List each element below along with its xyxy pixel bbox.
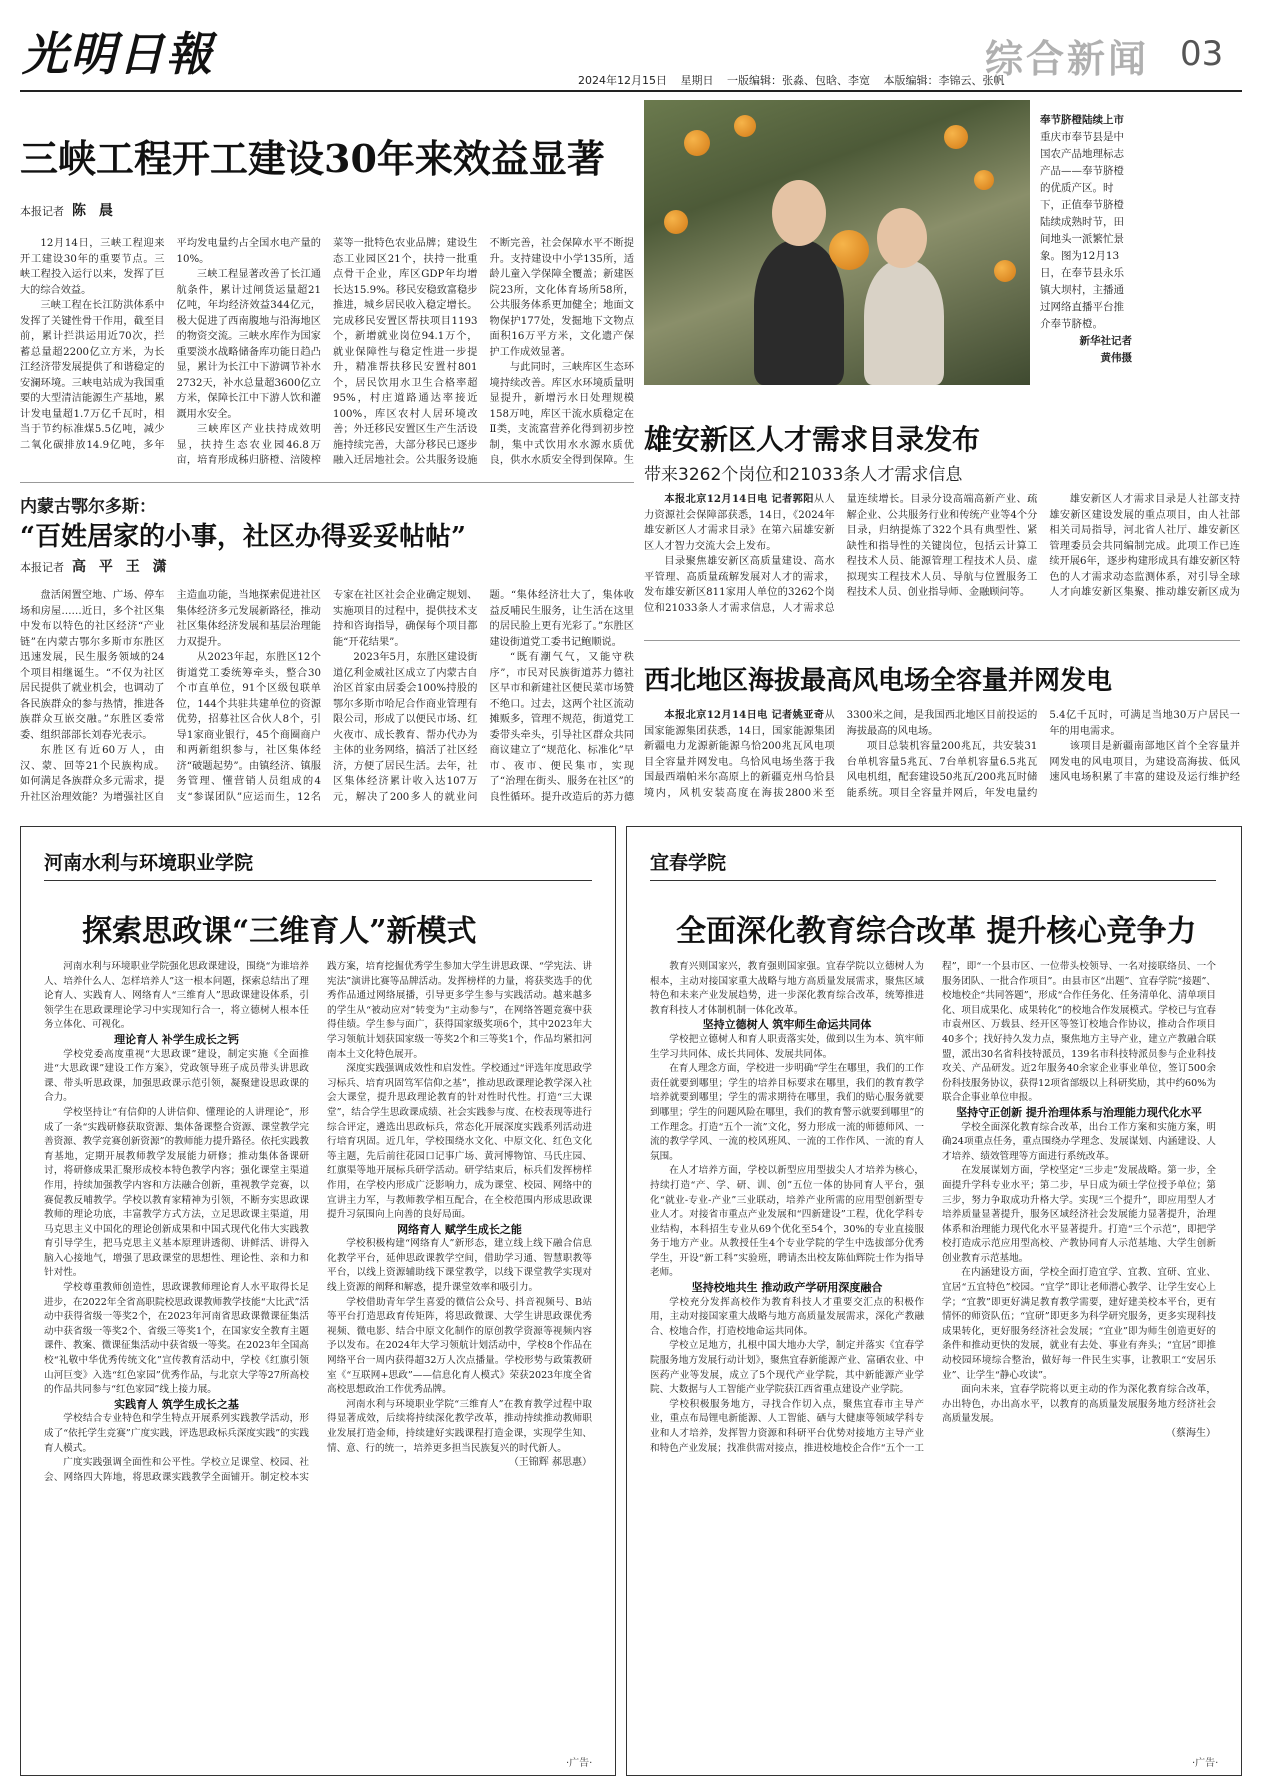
- article1-body: [20, 236, 634, 472]
- dateline: 本报北京12月14日电: [664, 709, 768, 721]
- issue-date: 2024年12月15日: [578, 74, 667, 87]
- photo-credit: [1040, 333, 1132, 367]
- school-name-right: 宜春学院: [650, 852, 727, 874]
- paragraph: 深度实践强调成效性和启发性。学校通过“评选年度思政学习标兵、培育巩固笃军信仰之基”，推动思政课理论教学深入社会大课堂，提升思政理论教育的针对性时代性。打造“三大课堂”，结合学生思政课成绩、社会实践参与度、在校表现等进行综合评定，遴选出思政标兵，常态化开展深度实践系列活动进行培育巩固。近几年，学校围绕水文化、中原文化、红色文化等主题，先后前往花园口记事广场、黄河博物馆、马氏庄园、红旗渠等地开展标兵研学活动。研学结束后，标兵们发挥榜样作用，在学校内形成广泛影响力，成为课堂、校园、网络中的宣讲主力军，与教师教学相互配合，在全校范围内形成思政课提升习氛围向上向善的良好局面。: [327, 1063, 592, 1221]
- news-photo: [644, 100, 1030, 385]
- paragraph: 盘活闲置空地、广场、停车场和房屋……近日，多个社区集中发布以特色的社区经济“产业链”在内蒙古鄂尔多斯市东胜区迅速发展，民生服务领域的24个项目相继诞生。“不仅为社区居民提供了就业机会，也调动了各民族群众的参与热情，推进各族群众互嵌交融。”东胜区委常委、组织部部长刘春光表示。: [20, 590, 165, 741]
- byline-name: 陈 晨: [72, 203, 117, 219]
- ad-mark-right: ·广告·: [1192, 1758, 1219, 1769]
- article3-body: [644, 492, 1240, 622]
- paragraph: 三峡工程显著改善了长江通航条件，累计过闸货运量超21亿吨，年均经济效益344亿元，极大促进了西南腹地与沿海地区的物资交流。三峡水库作为国家重要淡水战略储备库功能日趋凸显，累计为长江中下游调节补水2732天，补水总量超3600亿立方米，保障长江中下游人饮和灌溉用水安全。: [176, 269, 321, 420]
- article1-headline: 三峡工程开工建设30年来效益显著: [20, 136, 605, 181]
- paragraph: 学校积极构建“网络育人”新形态，建立线上线下融合信息化教学平台，延伸思政课教学空间，借助学习通、智慧职教等平台，以线上资源辅助线下课堂教学，以线下课堂教学实现对线上资源的阐释和解惑，提升课堂效率和吸引力。: [327, 1238, 592, 1294]
- caption-text: 重庆市奉节县是中国农产品地理标志产品——奉节脐橙的优质产区。时下，正值奉节脐橙陆续成熟时节，田间地头一派繁忙景象。图为12月13日，在奉节县永乐镇大坝村，主播通过网络直播平台推介奉节脐橙。: [1040, 131, 1124, 330]
- article2-byline: [20, 556, 171, 576]
- ad-right-body: [650, 960, 1216, 1750]
- article4-body: [644, 708, 1240, 814]
- paragraph: 广度实践强调全面性和公平性。学校立足课堂、校园、社会、网络四大阵地，将思政课实践教学全面铺开。制定校本实践方案，培育挖掘优秀学生参加大学生讲思政课、“学宪法、讲宪法”演讲比赛等品牌活动。发挥榜样的力量，将获奖选手的优秀作品通过网络展播，引导更多学生参与实践活动。越来越多的学生从“被动应对”转变为“主动参与”，在网络答题竞赛中获得佳绩。学生参与面广，获得国家级奖项6个，其中2023年大学习领航计划获国家级一等奖2个和三等奖1个，作品均紧扣河南本土文化特色展开。: [44, 961, 592, 1483]
- paragraph: 12月14日，三峡工程迎来开工建设30年的重要节点。三峡工程投入运行以来，发挥了巨大的综合效益。: [20, 238, 165, 296]
- divider: [650, 880, 1216, 881]
- divider: [44, 880, 592, 881]
- section-heading: 坚持守正创新 提升治理体系与治理能力现代化水平: [956, 1105, 1202, 1119]
- section-heading: 坚持立德树人 筑牢师生命运共同体: [702, 1018, 872, 1032]
- paragraph: 在内涵建设方面，学校全面打造宜学、宜教、宜研、宜业、宜居“五宜特色”校园。“宜学”即让老师潜心教学、让学生安心上学；“宜教”即更好满足教育教学需要，建好建美校本平台，更有情怀的师资队伍；“宜研”即更多为科学研究服务，更多实现科技成果转化，更好服务经济社会发展；“宜业”即为师生创造更好的条件和推动更快的发展，就业有去处、事业有奔头；“宜居”即推动校园环境综合整治，做好每一件民生实事，让教职工“安居乐业”、让学生“静心攻读”。: [942, 1267, 1216, 1381]
- paragraph: 该项目是新疆南部地区首个全容量并网发电的风电项目，为建设高海拔、低风速风电场积累了丰富的建设及运行维护经: [1049, 741, 1240, 783]
- section-heading: 网络育人 赋学生成长之能: [397, 1222, 522, 1236]
- paragraph: “既有潮气气，又能守秩序”，市民对民族街道苏力德社区早市和新建社区便民菜市场赞不绝口。过去，这两个社区流动摊贩多，管理不规范，街道党工委带头牵头，引导社区群众共同商议建立了“规范化、标准化”早市、夜市、便民集市，实现了“治理在街头、服务在社区”的良性循环。提升改造后的苏力德: [489, 652, 634, 803]
- photo-caption: [1040, 112, 1132, 367]
- paragraph: 学校借助青年学生喜爱的微信公众号、抖音视频号、B站等平台打造思政育传矩阵，将思政微课、大学生讲思政课优秀视频、微电影、结合中原文化制作的原创教学资源等视频内容予以发布。在2024年大学习领航计划活动中，学校8个作品在网络平台一周内获得超32万人次点播量。学校形势与政策教研室《“互联网+思政”——信息化育人模式》荣获2023年度全省高校思想政治工作优秀品牌。: [327, 1296, 592, 1396]
- paragraph: 在人才培养方面，学校以新型应用型拔尖人才培养为核心，持续打造“产、学、研、训、创”五位一体的协同育人平台，强化“就业-专业-产业”三业联动，培养产业所需的应用型创新型专业人才。对接省市重点产业发展和“四新建设”工程，优化学科专业结构，本科招生专业从69个优化至54个，30%的专业直接服务于地方产业。从教授任生4个专业学院的学生中选拔部分优秀学生，开设“新工科”实验班，聘请杰出校友陈仙辉院士作为指导老师。: [650, 1165, 924, 1279]
- caption-title: 奉节脐橙陆续上市: [1040, 114, 1124, 126]
- article4-headline: 西北地区海拔最高风电场全容量并网发电: [644, 666, 1113, 696]
- editors-page: 本版编辑：李锦云、张帆: [883, 74, 1005, 87]
- ad-right-headline: 全面深化教育综合改革 提升核心竞争力: [676, 914, 1197, 949]
- ad-mark-left: ·广告·: [566, 1758, 593, 1769]
- paragraph: 三峡库区产业扶持成效明显，扶持生态农业园46.8万亩，培育形成秭归脐橙、涪陵榨菜等一批特色农业品牌；建设生态工业园区21个，扶持一批重点骨干企业，库区GDP年均增长达15.9%。移民安稳致富稳步推进，城乡居民收入稳定增长。完成移民安置区帮扶项目1193个，新增就业岗位94.1万个，就业保障性与稳定性进一步提升，精准帮扶移民安置村801个，居民饮用水卫生合格率超95%，村庄道路通达率接近100%，库区农村人居环境改善；外迁移民安置区生产生活设施持续完善，大部分移民已逐步融入迁居地社会。公共服务设施不断完善，社会保障水平不断提升。支持建设中小学135所，适龄儿童入学保障全覆盖；新建医院23所，文化体育场所58所，公共服务体系更加健全；地面文物保护177处，发掘地下文物点面积16万平方米，文化遗产保护工作成效显著。: [176, 238, 634, 466]
- byline-label: 本报记者: [20, 205, 64, 218]
- section-title: 综合新闻: [985, 37, 1150, 81]
- byline-label: 本报记者: [20, 561, 64, 574]
- ad-left-headline: 探索思政课“三维育人”新模式: [82, 914, 477, 949]
- article1-byline: [20, 200, 117, 220]
- paragraph: 学校结合专业特色和学生特点开展系列实践教学活动，形成了“依托学生竞赛”广度实践，评选思政标兵深度实践”的实践育人模式。: [44, 1413, 309, 1454]
- paragraph: 学校立足地方，扎根中国大地办大学，制定并落实《宜春学院服务地方发展行动计划》，聚焦宜春新能源产业、富硒农业、中医药产业等发展，成立了5个现代产业学院，其中新能源产业学院、大数据与人工智能产业学院获江西省重点建设产业学院。: [650, 1340, 924, 1396]
- signature: （王锦辉 郝思惠）: [508, 1457, 592, 1469]
- paragraph: 学校尊重教师创造性，思政课教师理论育人水平取得长足进步，在2022年全省高职院校思政课教师教学技能“大比武”活动中获得省级一等奖2个，在2023年河南省思政课微课征集活动中获省级一等奖2个、省级三等奖1个，在国家安全教育主题课件、教案、微课征集活动中获省级一等奖。在2023年全国高校“礼敬中华优秀传统文化”宣传教育活动中，学校《红旗引领 山河巨变》入选“红色家园”优秀作品，与北京大学等27所高校的作品共同参与“红色家园”线上接力展。: [44, 1282, 309, 1396]
- article3-headline: 雄安新区人才需求目录发布: [644, 423, 981, 456]
- paragraph: 学校党委高度重视“大思政课”建设，制定实施《全面推进“大思政课”建设工作方案》，党政领导班子成员带头讲思政课、带头听思政课，加强思政课示范引领，凝聚建设思政课的合力。: [44, 1048, 309, 1104]
- paragraph: 三峡工程在长江防洪体系中发挥了关键性骨干作用，截至目前，累计拦洪运用近70次，拦蓄总量超2200亿立方米，为长江经济带发展提供了和谐稳定的安澜环境。三峡电站成为我国重要的大型清洁能源生产基地，累计发电量超1.7万亿千瓦时，相当于节约标准煤5.5亿吨，减少二氧化碳排放14.9亿吨，多年平均发电量约占全国水电产量的10%。: [20, 238, 321, 451]
- paragraph: 目录聚焦雄安新区高质量建设、高水平管理、高质量疏解发展对人才的需求，发布雄安新区811家用人单位的3262个岗位和21033条人才需求信息，人才需求总量连续增长。目录分设高端高新产业、疏解企业、公共服务行业和传统产业等4个分目录，归纳提炼了322个具有典型性、紧缺性和指导性的关键岗位，包括云计算工程技术人员、能源管理工程技术人员、虚拟现实工程技术人员、导航与位置服务工程技术人员、创业指导师、金融顾问等。: [644, 494, 1038, 614]
- ad-left-body: [44, 960, 592, 1750]
- article2-body: [20, 588, 634, 814]
- paragraph: 从人力资源社会保障部获悉，14日，《2024年雄安新区人才需求目录》在第六届雄安新区人才智力交流大会上发布。: [644, 494, 835, 552]
- reporter: 记者姚亚奇: [771, 709, 825, 721]
- credit-name: 黄伟摄: [1100, 352, 1132, 364]
- paragraph: 在发展谋划方面，学校坚定“三步走”发展战略。第一步，全面提升学科专业水平；第二步，早日成为硕士学位授予单位；第三步，努力争取成功升格大学。实现“三个提升”，即应用型人才培养质量显著提升，服务区域经济社会发展能力显著提升，治理体系和治理能力现代化水平显著提升。打造“三个示范”，即把学校打造成示范应用型高校、产教协同育人示范基地、大学生创新创业教育示范基地。: [942, 1165, 1216, 1264]
- divider: [20, 482, 634, 483]
- section-heading: 坚持校地共生 推动政产学研用深度融合: [691, 1281, 883, 1295]
- paragraph: 学校坚持让“有信仰的人讲信仰、懂理论的人讲理论”，形成了一条“实践研修获取资源、集体备课整合资源、课堂教学完善资源、教学竞赛创新资源”的教师能力提升路径。依托实践教育基地，定期开展教师教学发展能力研修；推动集体备课研讨，将研修成果汇聚形成校本特色教学内容；强化课堂主渠道作用，持续加强教学内容和方法融合创新，重视教学竞赛，以赛促教反哺教学。学校以教育家精神为引领，不断夯实思政课教师的理论功底，丰富教学方式方法，立足思政课主渠道，用马克思主义中国化的理论创新成果和中国式现代化伟大实践教育引导学生，把马克思主义基本原理讲透彻、讲鲜活、讲得入脑入心接地气，增强了思政课堂的思想性、理论性、亲和力和针对性。: [44, 1106, 309, 1279]
- issue-weekday: 星期日: [680, 74, 714, 87]
- issue-info: [578, 72, 1015, 88]
- school-name-left: 河南水利与环境职业学院: [44, 852, 254, 874]
- signature: （蔡海生）: [1166, 1428, 1216, 1439]
- paragraph: 从2023年起，东胜区12个街道党工委统筹牵头，整合30个市直单位，91个区级包联单位，144个共驻共建单位的资源优势，招募社区合伙人8个，引导1家商业银行，45个商圈商户和两新组织参与，社区集体经济“破题起势”。由镇经济、镇服务管理、懂营销人员组成的4支“参谋团队”应运而生，12名专家在社区社会企业确定规划、实施项目的过程中，提供技术支持和咨询指导，确保每个项目都能“开花结果”。: [176, 590, 478, 803]
- paragraph: 在育人理念方面，学校进一步明确“学生在哪里，我们的工作责任就要到哪里；学生的培养目标要求在哪里，我们的教育教学培养就要到哪里；学生的需求期待在哪里，我们的贴心服务就要到哪里；学生的问题风险在哪里，我们的教育警示就要到哪里”的工作理念。打造“五个一流”文化，努力形成一流的师德师风、一流的教学学风、一流的校风班风、一流的工作作风、一流的育人氛围。: [650, 1063, 924, 1162]
- paragraph: 2023年5月，东胜区建设街道亿利金威社区成立了内蒙古自治区首家由居委会100%持股的鄂尔多斯市哈尼合作商业管理有限公司，形成了以便民市场、红火夜市、成长教育、帮办代办为主体的业务网络，搞活了社区经济，方便了居民生活。去年，社区集体经济累计收入达107万元，解决了200多人的就业问题。“集体经济壮大了，集体收益反哺民生服务，让生活在这里的居民脸上更有光彩了。”东胜区建设街道党工委书记鲍顺说。: [333, 590, 634, 803]
- masthead-rule: [20, 90, 1242, 92]
- newspaper-logo: 光明日報: [22, 27, 214, 81]
- section-heading: 实践育人 筑学生成长之基: [114, 1397, 239, 1411]
- paragraph: 项目总装机容量200兆瓦，共安装31台单机容量5兆瓦、7台单机容量6.5兆瓦风电机组，配套建设50兆瓦/200兆瓦时储能系统。项目全容量并网后，年发电量约5.4亿千瓦时，可满足当地30万户居民一年的用电需求。: [846, 710, 1240, 799]
- paragraph: 学校把立德树人和育人职责落实处，做到以生为本、筑牢师生学习共同体、成长共同体、发展共同体。: [650, 1033, 924, 1060]
- credit-label: 新华社记者: [1079, 335, 1132, 347]
- reporter: 记者郭阳: [771, 493, 814, 505]
- paragraph: 河南水利与环境职业学院强化思政课建设，围绕“为谁培养人、培养什么人、怎样培养人”这一根本问题，探索总结出了理论育人、实践育人、网络育人“三维育人”思政课建设体系，引领学生在思政课理论学习中实现知行合一，将立德树人根本任务立体化、可视化。: [44, 961, 309, 1031]
- paragraph: 教育兴则国家兴，教育强则国家强。宜春学院以立德树人为根本，主动对接国家重大战略与地方高质量发展需求，聚焦区域特色和未来产业发展趋势，进一步深化教育综合改革，统筹推进教育科技人才体制机制一体化改革。: [650, 961, 924, 1016]
- paragraph: 学校积极服务地方，寻找合作切入点，聚焦宜春市主导产业，重点布局锂电新能源、人工智能、硒与大健康等领域学科专业和人才培养，发挥智力资源和科研平台优势对接地方主导产业和特色产业发展；找准供需对接点，推进校地校企合作“五个一工程”，即“一个县市区、一位带头校领导、一名对接联络员、一个服务团队、一批合作项目”。由县市区“出题”、宜春学院“接题”、校地校企“共同答题”，形成“合作任务化、任务清单化、清单项目化、项目成果化、成果转化”的校地合作发展模式。学校已与宜春市袁州区、万载县、经开区等签订校地合作协议，推动合作项目40多个；找好持久发力点，聚焦地方主导产业，建立产教融合联盟，派出30名省科技特派员，139名市科技特派员参与企业科技攻关、产品研发。近2年服务40余家企业事业单位，签订500余份科技服务协议，获得12项省部级以上科研奖励，其中约60%为联合企事业单位申报。: [650, 961, 1216, 1454]
- paragraph: 河南水利与环境职业学院“三维育人”在教育教学过程中取得显著成效，后续将持续深化教学改革，推动持续推动教师职业发展打造金师，持续建好实践课程打造金课，实现学生知、情、意、行的统一，培养更多担当民族复兴的时代新人。: [327, 1398, 592, 1454]
- dateline: 本报北京12月14日电: [664, 493, 768, 505]
- article3-subhead: 带来3262个岗位和21033条人才需求信息: [644, 465, 963, 485]
- paragraph: 从国家能源集团获悉，14日，国家能源集团新疆电力龙源新能源乌恰200兆瓦风电项目全容量并网发电。乌恰风电场坐落于我国最西端帕米尔高原上的新疆克州乌恰县境内，风机安装高度在海拔2800米至3300米之间，是我国西北地区目前投运的海拔最高的风电场。: [644, 710, 1038, 799]
- paragraph: 学校充分发挥高校作为教育科技人才重要交汇点的积极作用，主动对接国家重大战略与地方高质量发展需求，深化产教融合、校地合作，打造校地命运共同体。: [650, 1296, 924, 1337]
- paragraph: 与此同时，三峡库区生态环境持续改善。库区水环境质量明显提升，新增污水日处理规模158万吨，库区干流水质稳定在Ⅱ类，支流富营养化得到初步控制，集中式饮用水水源水质优良，供水水质安全得到保障。生: [489, 362, 634, 466]
- section-heading: 理论育人 补学生成长之钙: [114, 1032, 239, 1046]
- paragraph: 学校全面深化教育综合改革，出台工作方案和实施方案，明确24项重点任务，重点围绕办学理念、发展谋划、内涵建设、人才培养、绩效管理等方面进行系统改革。: [942, 1121, 1216, 1162]
- page-number: 03: [1180, 34, 1224, 74]
- paragraph: 面向未来，宜春学院将以更主动的作为深化教育综合改革，办出特色，办出高水平，以教育的高质量发展服务地方经济社会高质量发展。: [942, 1384, 1216, 1425]
- paragraph: 雄安新区人才需求目录是人社部支持雄安新区建设发展的重点项目，由人社部相关司局指导，河北省人社厅、雄安新区管理委员会共同编制完成。此项工作已连续开展6年，逐步构建形成具有雄安新区特色的人才需求动态监测体系，对引导全球人才向雄安新区集聚、推动雄安新区成为: [1049, 494, 1240, 598]
- article2-headline: “百姓居家的小事，社区办得妥妥帖帖”: [20, 522, 466, 552]
- paragraph: 东胜区有近60万人，由汉、蒙、回等21个民族构成。如何满足各族群众多元需求，提升社区治理效能？为增强社区自主造血功能，当地探索促进社区集体经济多元发展新路径，推动社区集体经济发展和基层治理能力双提升。: [20, 590, 321, 803]
- editors-front: 一版编辑：张淼、包晗、李宽: [727, 74, 870, 87]
- divider: [644, 640, 1240, 641]
- byline-name: 高 平 王 潇: [72, 559, 171, 575]
- article2-kicker: 内蒙古鄂尔多斯：: [20, 497, 156, 517]
